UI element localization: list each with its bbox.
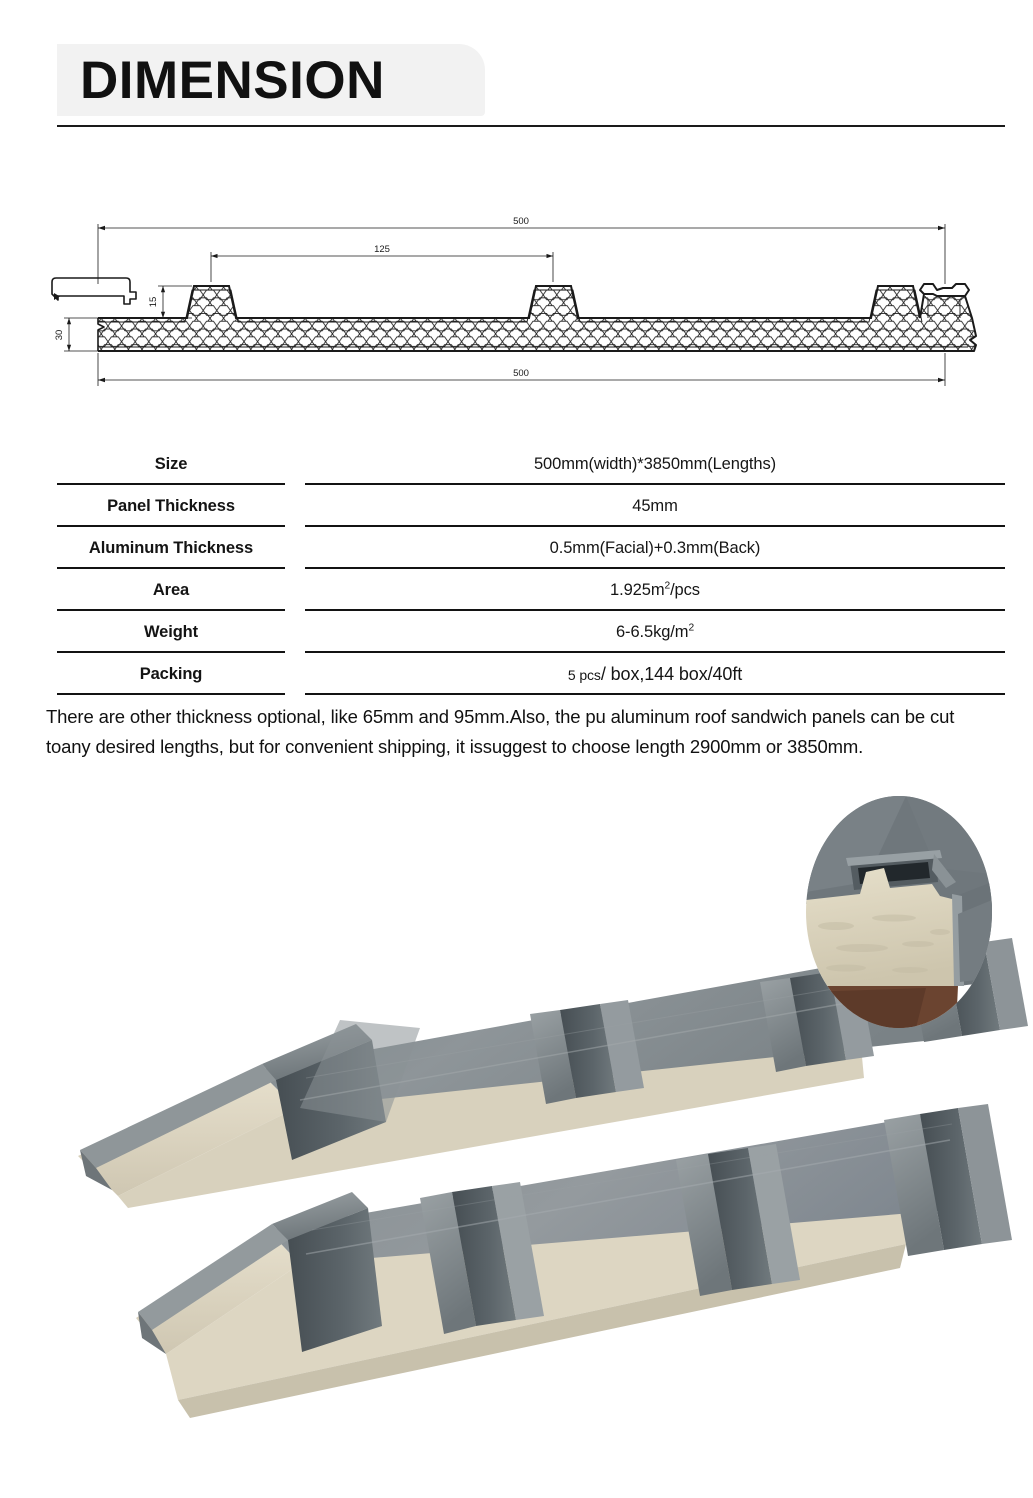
panel-cross-section-drawing: [40, 196, 1010, 396]
spec-label-cell: [57, 443, 285, 485]
dimension-label-top-500: 500: [513, 216, 529, 227]
column-gap: [285, 485, 305, 527]
area-value-superscript: 2: [664, 580, 671, 591]
spec-value-packing: [568, 664, 742, 685]
note-paragraph: There are other thickness optional, like 65mm and 95mm.Also, the pu aluminum roof sandwich panels can be cut toany desired lengths, but for convenient shipping, it issuggest to choose length 2900mm or 3850mm.: [46, 706, 955, 757]
spec-value-cell: [305, 653, 1005, 695]
packing-detail: / box,144 box/40ft: [600, 663, 743, 684]
spec-label-cell: [57, 485, 285, 527]
spec-label-cell: [57, 611, 285, 653]
dimension-125: [211, 252, 553, 282]
weight-value-prefix: 6-6.5kg/m: [615, 622, 689, 641]
table-row: [57, 443, 1005, 485]
column-gap: [285, 653, 305, 695]
packing-qty: 5 pcs: [567, 666, 601, 683]
spec-value-cell: [305, 569, 1005, 611]
spec-label-area: Area: [152, 580, 190, 599]
column-gap: [285, 527, 305, 569]
header-divider: [57, 125, 1005, 127]
dimension-label-bottom-500: 500: [513, 368, 529, 379]
dimension-top-500: [98, 224, 945, 284]
spec-value-cell: [305, 527, 1005, 569]
area-value-prefix: 1.925m: [610, 580, 665, 599]
spec-label-weight: Weight: [143, 622, 199, 641]
spec-value-size: 500mm(width)*3850mm(Lengths): [533, 454, 777, 473]
table-row: [57, 527, 1005, 569]
table-row: [57, 485, 1005, 527]
weight-value-superscript: 2: [688, 622, 695, 633]
column-gap: [285, 611, 305, 653]
spec-label-size: Size: [154, 454, 188, 473]
column-gap: [285, 443, 305, 485]
spec-value-weight: [616, 623, 694, 642]
table-row: [57, 611, 1005, 653]
spec-value-panel-thickness: 45mm: [632, 496, 678, 515]
dimension-label-125: 125: [374, 244, 390, 255]
spec-value-area: [610, 581, 700, 600]
spec-label-cell: [57, 653, 285, 695]
column-gap: [285, 569, 305, 611]
spec-label-cell: [57, 527, 285, 569]
spec-label-aluminum-thickness: Aluminum Thickness: [88, 538, 254, 557]
spec-value-cell: [305, 611, 1005, 653]
area-value-suffix: /pcs: [670, 580, 700, 599]
page-title: DIMENSION: [80, 51, 385, 110]
page-header: [0, 0, 1033, 140]
panel-foam-core: [80, 276, 970, 366]
detail-inset-photo: [806, 796, 992, 1028]
table-row: [57, 653, 1005, 695]
table-row: [57, 569, 1005, 611]
spec-value-aluminum-thickness: 0.5mm(Facial)+0.3mm(Back): [549, 538, 761, 557]
left-edge-cap-profile: [52, 278, 136, 304]
spec-value-cell: [305, 485, 1005, 527]
spec-label-packing: Packing: [139, 664, 203, 683]
spec-label-panel-thickness: Panel Thickness: [107, 496, 235, 515]
spec-label-cell: [57, 569, 285, 611]
dimension-30: [64, 318, 102, 351]
dimension-label-15: 15: [148, 296, 159, 308]
spec-value-cell: [305, 443, 1005, 485]
specification-table: [57, 443, 1005, 695]
dimension-label-30: 30: [54, 329, 65, 341]
